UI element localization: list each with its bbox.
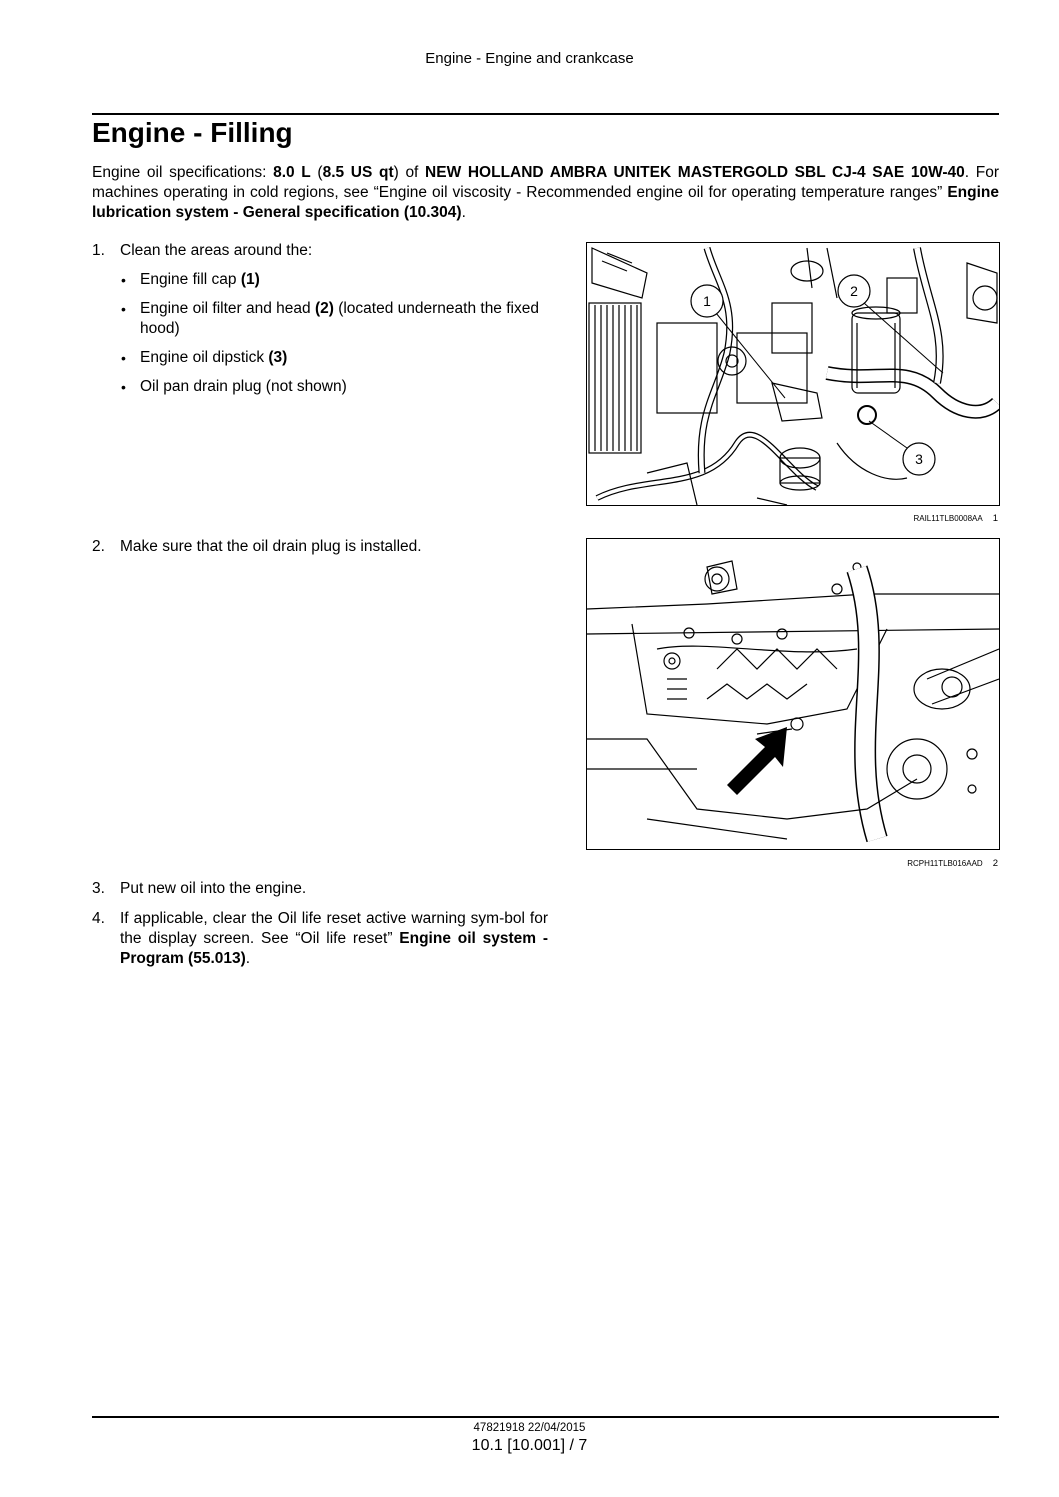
step-number: 4. (92, 910, 105, 927)
oil-pan-illustration (587, 539, 999, 849)
bullet-item: • Engine oil dipstick (3) (120, 348, 550, 368)
figure-code: RCPH11TLB016AAD (907, 859, 983, 868)
step-text: Make sure that the oil drain plug is installed. (120, 538, 422, 555)
bullet-item: • Oil pan drain plug (not shown) (120, 377, 550, 397)
svg-text:3: 3 (915, 451, 923, 467)
figure-code: RAIL11TLB0008AA (913, 514, 983, 523)
step-text: If applicable, clear the Oil life reset active warning sym-bol for the display screen. See “Oil life reset” Engine oil system - Program (55.013). (120, 910, 548, 967)
svg-text:1: 1 (703, 293, 711, 309)
figure-number: 1 (992, 513, 998, 524)
bullet-item: • Engine oil filter and head (2) (located underneath the fixed hood) (120, 299, 550, 339)
drain-plug-arrow (727, 727, 787, 795)
page-title: Engine - Filling (92, 117, 293, 148)
title-rule (92, 113, 999, 115)
footer-page-reference: 10.1 [10.001] / 7 (471, 1437, 588, 1454)
bullet-item: • Engine fill cap (1) (120, 270, 550, 290)
callout-3 (903, 443, 935, 475)
step-number: 3. (92, 880, 105, 897)
figure-2-caption (586, 858, 998, 869)
svg-text:2: 2 (850, 283, 858, 299)
step-text: Put new oil into the engine. (120, 880, 307, 897)
running-header: Engine - Engine and crankcase (425, 50, 634, 67)
figure-number: 2 (992, 858, 998, 869)
step-number: 2. (92, 538, 105, 555)
step-number: 1. (92, 242, 105, 259)
figure-2-oil-drain-plug (586, 538, 1000, 850)
callout-2 (838, 275, 870, 307)
figure-1-caption (586, 513, 998, 524)
step-text: Clean the areas around the: (120, 242, 313, 259)
footer-rule (92, 1416, 999, 1418)
figure-1-engine-compartment (586, 242, 1000, 506)
step-1-bullet-list (120, 270, 550, 406)
radiator-drawing (589, 303, 641, 453)
footer-document-id: 47821918 22/04/2015 (473, 1422, 586, 1434)
oil-pan-drawing (632, 624, 887, 724)
intro-paragraph: Engine oil specifications: 8.0 L (8.5 US qt) of NEW HOLLAND AMBRA UNITEK MASTERGOLD SBL CJ-4 SAE 10W-40. For machines operating in cold regions, see “Engine oil viscosity - Recommended engine oil for operating temperature ranges” Engine lubrication system - General specification (10.304). (92, 164, 1000, 221)
callout-1 (691, 285, 723, 317)
engine-compartment-illustration (587, 243, 999, 505)
